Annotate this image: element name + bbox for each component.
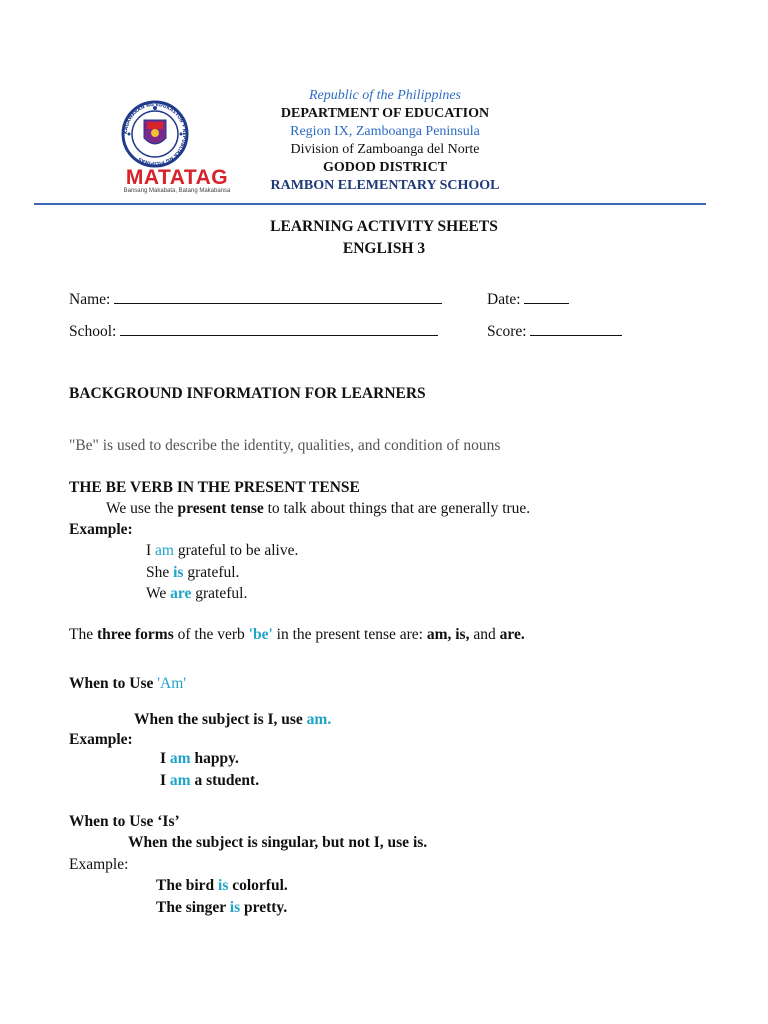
is-rule: When the subject is singular, but not I, use is. xyxy=(128,834,428,851)
header-school: RAMBON ELEMENTARY SCHOOL xyxy=(270,178,500,193)
seal-ring-lettering xyxy=(112,100,242,170)
example-sentence: We are grateful. xyxy=(146,585,248,602)
date-blank xyxy=(524,302,569,304)
deped-matatag-logo xyxy=(112,100,242,200)
present-tense-text: We use the present tense to talk about things that are generally true. xyxy=(106,500,531,517)
am-rule: When the subject is I, use am. xyxy=(134,711,332,728)
background-heading: BACKGROUND INFORMATION FOR LEARNERS xyxy=(69,385,426,402)
date-field xyxy=(487,291,569,309)
example-label: Example: xyxy=(69,856,129,873)
header-department: DEPARTMENT OF EDUCATION xyxy=(280,106,490,121)
date-label: Date: xyxy=(487,291,521,308)
example-sentence: I am grateful to be alive. xyxy=(146,542,299,559)
example-label: Example: xyxy=(69,731,133,748)
background-intro: "Be" is used to describe the identity, qualities, and condition of nouns xyxy=(69,437,501,454)
am-heading: When to Use 'Am' xyxy=(69,675,187,692)
example-sentence: I am happy. xyxy=(160,750,239,767)
header-divider xyxy=(34,203,706,205)
score-blank xyxy=(530,334,622,336)
is-heading: When to Use ‘Is’ xyxy=(69,813,180,830)
header-district: GODOD DISTRICT xyxy=(322,160,448,175)
example-sentence: I am a student. xyxy=(160,772,260,789)
header-region: Region IX, Zamboanga Peninsula xyxy=(290,124,480,139)
seal-ring-text: KAGAWARAN NG EDUKASYON • REPUBLIKA NG PILIPINAS xyxy=(123,102,187,166)
sheet-title: LEARNING ACTIVITY SHEETS xyxy=(270,218,498,235)
score-field xyxy=(487,323,622,341)
school-blank xyxy=(120,334,438,336)
name-field xyxy=(69,291,442,309)
matatag-tagline: Bansang Makabata, Batang Makabansa xyxy=(123,188,231,194)
header-division: Division of Zamboanga del Norte xyxy=(290,142,480,157)
svg-text:KAGAWARAN NG EDUKASYON • REPUB xyxy=(123,102,187,166)
matatag-logo-text: MATATAG xyxy=(125,166,229,189)
name-label: Name: xyxy=(69,291,111,308)
header-republic: Republic of the Philippines xyxy=(308,88,462,103)
example-sentence: The bird is colorful. xyxy=(156,877,288,894)
present-tense-heading: THE BE VERB IN THE PRESENT TENSE xyxy=(69,479,360,496)
three-forms-text: The three forms of the verb 'be' in the present tense are: am, is, and are. xyxy=(69,626,525,643)
school-label: School: xyxy=(69,323,117,340)
sheet-subject: ENGLISH 3 xyxy=(342,240,426,257)
name-blank xyxy=(114,302,442,304)
score-label: Score: xyxy=(487,323,527,340)
example-sentence: She is grateful. xyxy=(146,564,240,581)
example-sentence: The singer is pretty. xyxy=(156,899,288,916)
school-field xyxy=(69,323,438,341)
example-label: Example: xyxy=(69,521,133,538)
